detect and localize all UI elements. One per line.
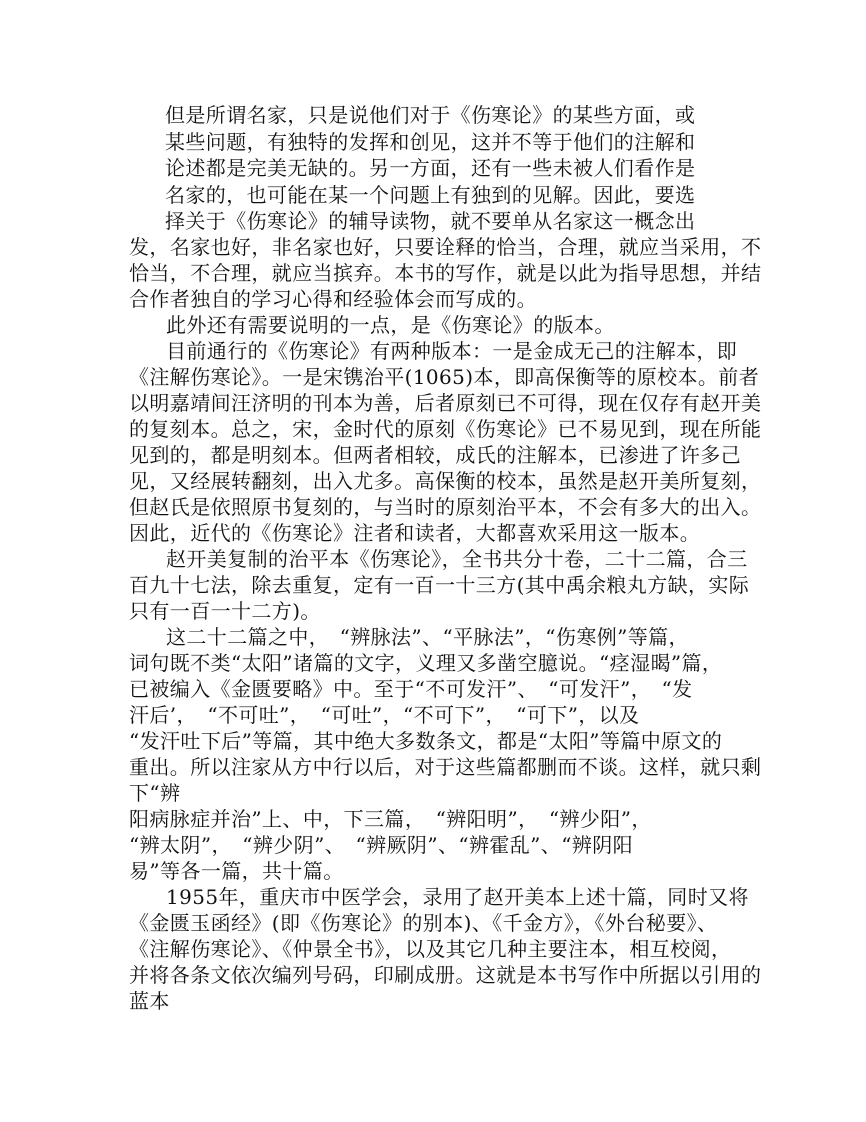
text-line: 词句既不类“太阳”诸篇的文字，义理又多凿空臆说。“痉湿暍”篇，	[129, 651, 723, 675]
text-line: 《注解伤寒论》、《仲景全书》，以及其它几种主要注本，相互校阅，	[129, 937, 732, 961]
text-line: 但是所谓名家，只是说他们对于《伤寒论》的某些方面，或	[165, 103, 696, 127]
text-line: “发汗吐下后”等篇，其中绝大多数条文，都是“太阳”等篇中原文的	[129, 729, 723, 753]
text-line: 1955年，重庆市中医学会，录用了赵开美本上述十篇，同时又将	[166, 885, 749, 909]
text-line: 但赵氏是依照原书复刻的，与当时的原刻治平本，不会有多大的出入。	[129, 495, 762, 519]
text-line: 易”等各一篇，共十篇。	[129, 859, 344, 883]
text-line: “辨太阴”， “辨少阴”、 “辨厥阴”、“辨霍乱”、“辨阴阳	[129, 833, 634, 857]
text-line: 重出。所以注家从方中行以后，对于这些篇都删而不谈。这样，就只剩	[129, 755, 762, 779]
text-line: 并将各条文依次编列号码，印刷成册。这就是本书写作中所据以引用的	[129, 963, 762, 987]
text-line: 汗后’， “不可吐”， “可吐”，“不可下”， “可下”，以及	[129, 703, 640, 727]
text-line: 只有一百一十二方)。	[129, 599, 321, 623]
text-line: 这二十二篇之中， “辨脉法”、“平脉法”，“伤寒例”等篇，	[166, 625, 689, 649]
text-line: 名家的，也可能在某一个问题上有独到的见解。因此，要选	[165, 183, 696, 207]
text-line: 《注解伤寒论》。一是宋镌治平(1065)本，即高保衡等的原校本。前者	[129, 365, 760, 389]
text-line: 论述都是完美无缺的。另一方面，还有一些未被人们看作是	[165, 156, 696, 180]
text-line: 下“辨	[129, 781, 181, 805]
text-line: 见，又经展转翻刻，出入尤多。高保衡的校本，虽然是赵开美所复刻，	[129, 469, 762, 493]
text-line: 以明嘉靖间汪济明的刊本为善，后者原刻已不可得，现在仅存有赵开美	[129, 391, 762, 415]
text-line: 恰当，不合理，就应当摈弃。本书的写作，就是以此为指导思想，并结	[129, 261, 762, 285]
text-line: 百九十七法，除去重复，定有一百一十三方(其中禹余粮丸方缺，实际	[129, 573, 750, 597]
text-line: 赵开美复制的治平本《伤寒论》，全书共分十卷，二十二篇，合三	[166, 547, 748, 571]
text-line: 目前通行的《伤寒论》有两种版本：一是金成无己的注解本，即	[166, 339, 738, 363]
text-line: 某些问题，有独特的发挥和创见，这并不等于他们的注解和	[165, 130, 696, 154]
text-line: 的复刻本。总之，宋，金时代的原刻《伤寒论》已不易见到，现在所能	[129, 417, 762, 441]
text-line: 因此，近代的《伤寒论》注者和读者，大都喜欢采用这一版本。	[129, 521, 701, 545]
text-line: 已被编入《金匮要略》中。至于“不可发汗”、 “可发汗”， “发	[129, 677, 693, 701]
text-line: 发，名家也好，非名家也好，只要诠释的恰当，合理，就应当采用，不	[129, 235, 762, 259]
text-line: 择关于《伤寒论》的辅导读物，就不要单从名家这一概念出	[165, 209, 696, 233]
text-line: 阳病脉症并治”上、中，下三篇， “辨阳明”， “辨少阳”，	[129, 807, 652, 831]
text-line: 见到的，都是明刻本。但两者相较，成氏的注解本，已渗进了许多己	[129, 443, 741, 467]
text-line: 合作者独自的学习心得和经验体会而写成的。	[129, 287, 537, 311]
text-line: 蓝本	[129, 989, 170, 1013]
text-line: 此外还有需要说明的一点，是《伤寒论》的版本。	[166, 313, 615, 337]
text-line: 《金匮玉函经》(即《伤寒论》的别本)、《千金方》，《外台秘要》、	[129, 911, 718, 935]
